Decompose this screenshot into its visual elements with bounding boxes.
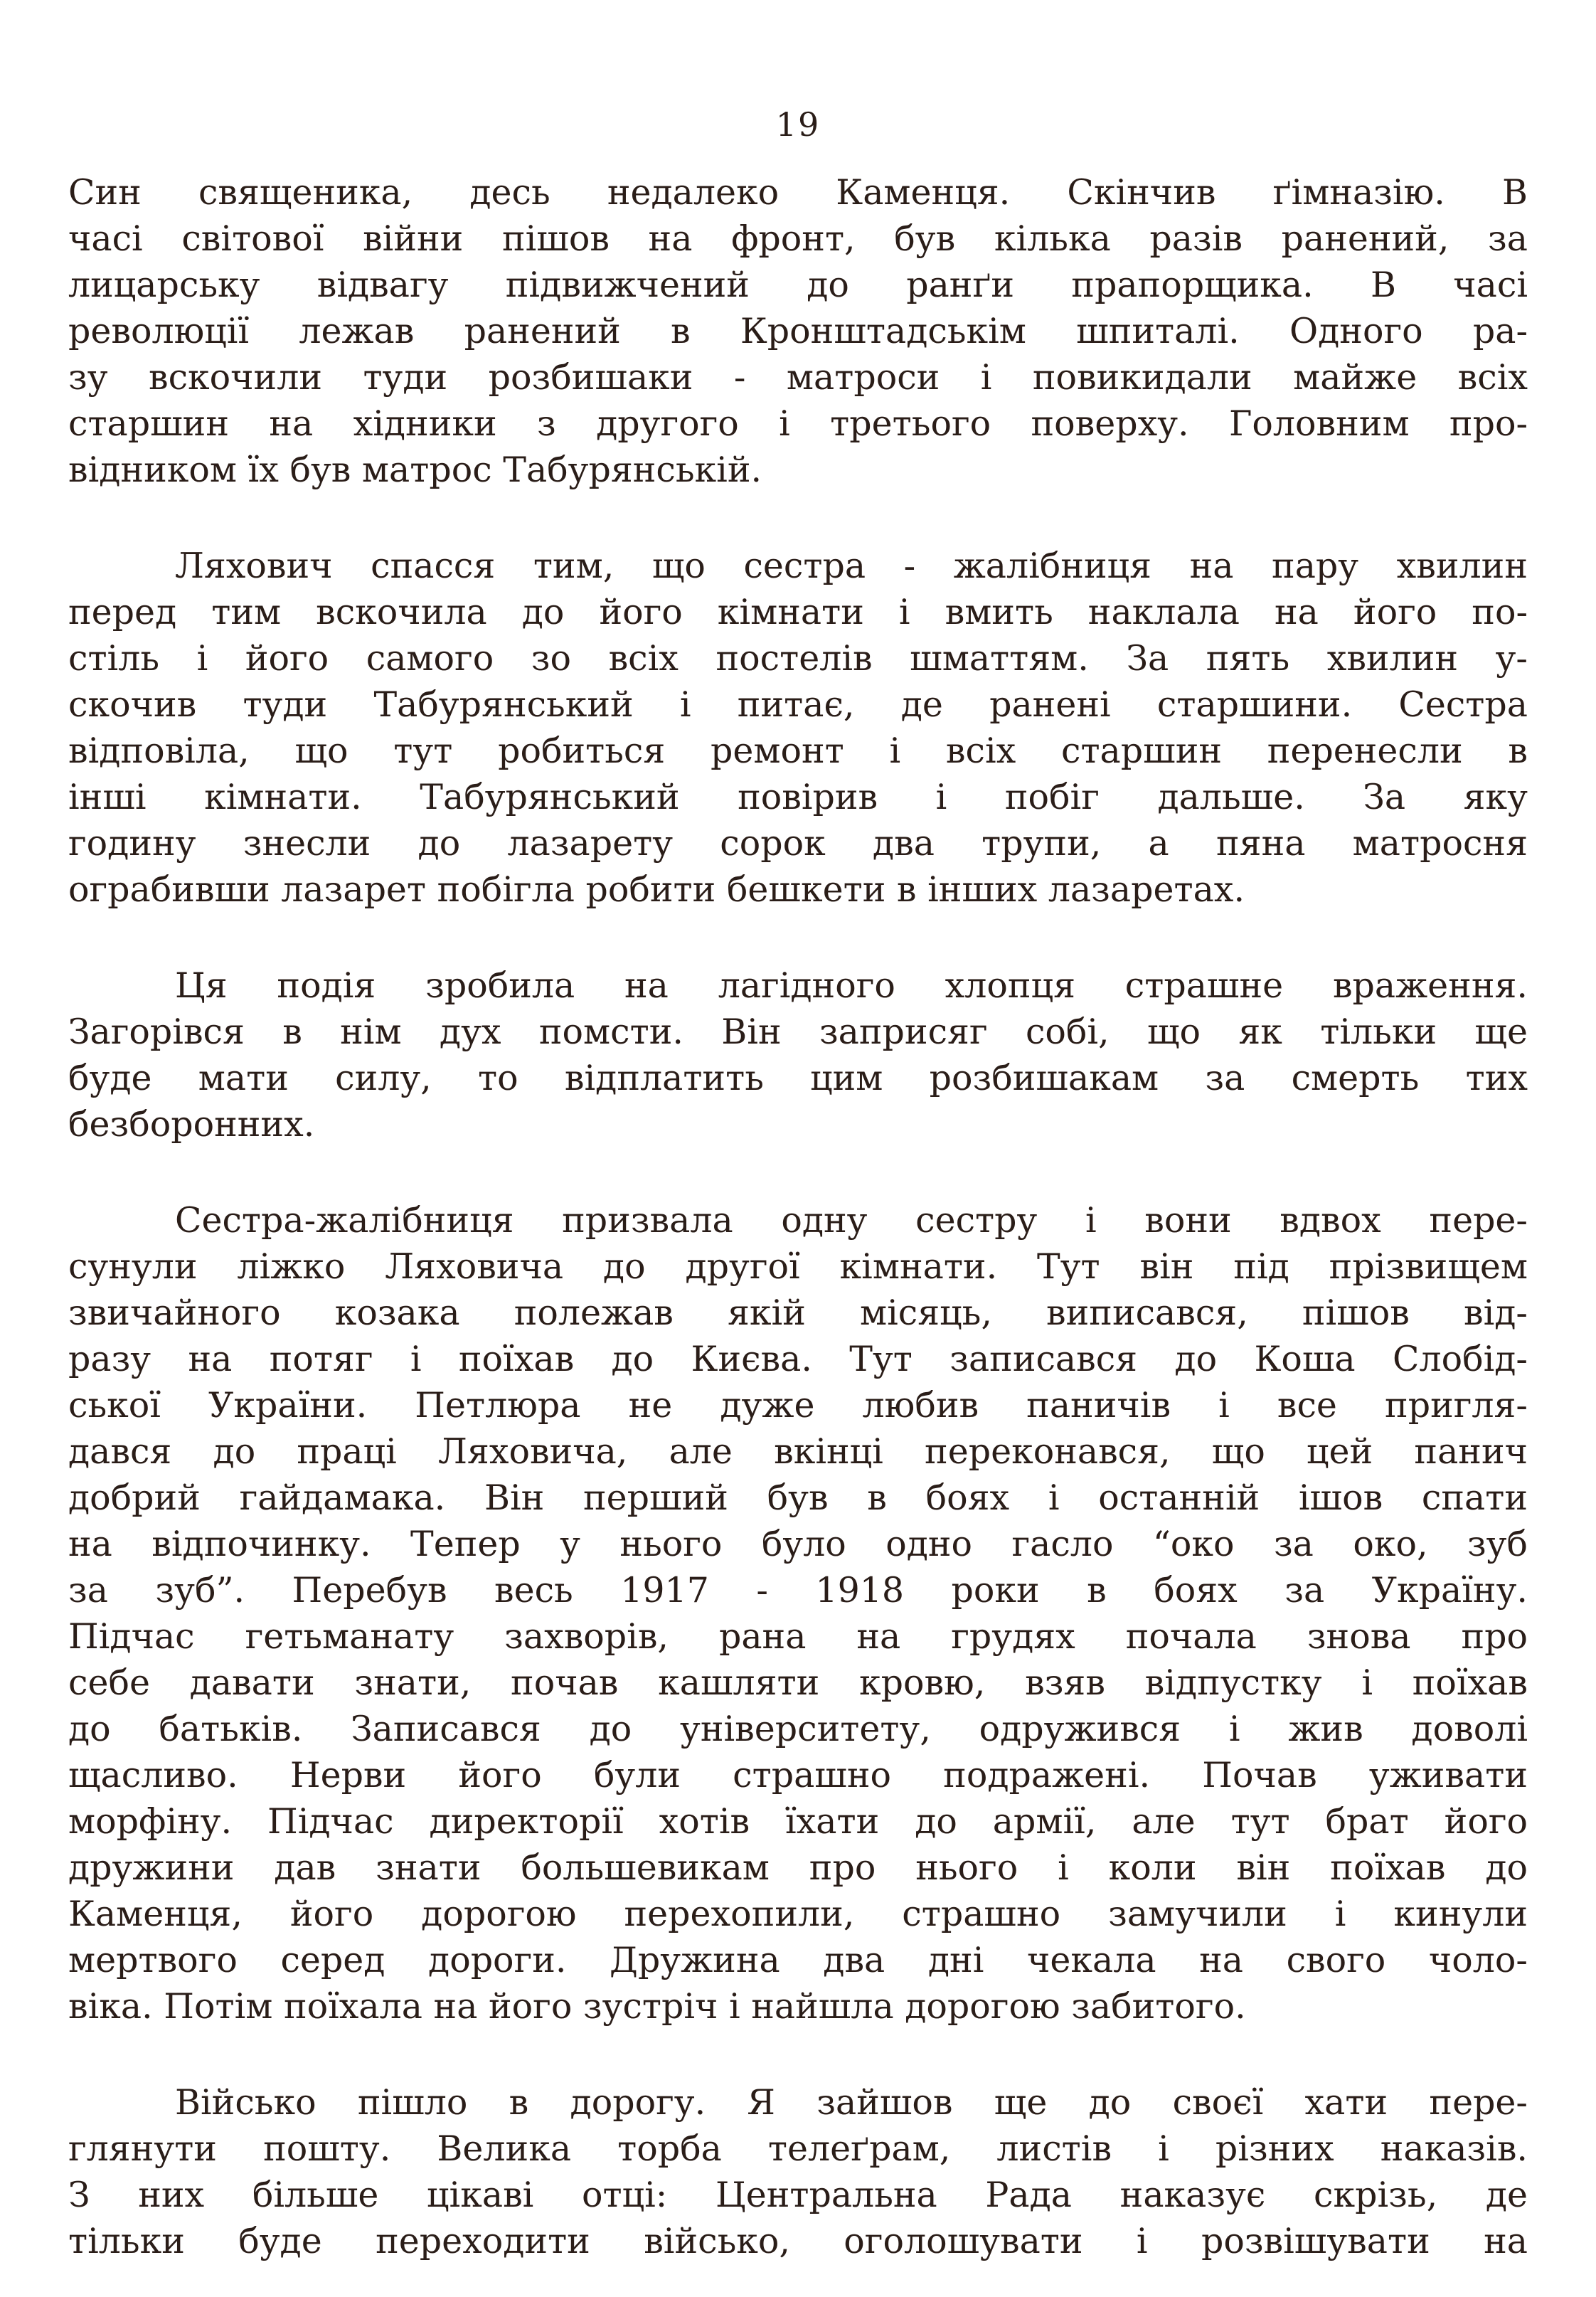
paragraph bbox=[68, 169, 1528, 493]
text-line: скочив туди Табурянський і питає, де ранені старшини. Сестра bbox=[68, 684, 1528, 725]
text-line: лицарську відвагу підвижчений до ранґи прапорщика. В часі bbox=[68, 265, 1528, 305]
paragraph bbox=[68, 1197, 1528, 2030]
text-line: віка. Потім поїхала на його зустріч і найшла дорогою забитого. bbox=[68, 1986, 1246, 2027]
text-line: мертвого серед дороги. Дружина два дні чекала на свого чоло- bbox=[68, 1940, 1528, 1980]
paragraph-gap bbox=[68, 1147, 1528, 1197]
text-line: інші кімнати. Табурянський повірив і побіг дальше. За яку bbox=[68, 777, 1528, 817]
text-line: ської України. Петлюра не дуже любив паничів і все пригля- bbox=[68, 1385, 1528, 1426]
text-line: на відпочинку. Тепер у нього було одно гасло “око за око, зуб bbox=[68, 1524, 1528, 1564]
text-line: за зуб”. Перебув весь 1917 - 1918 роки в боях за Україну. bbox=[68, 1570, 1528, 1611]
text-line: Син священика, десь недалеко Каменця. Скінчив ґімназію. В bbox=[68, 172, 1528, 213]
text-line: старшин на хідники з другого і третього поверху. Головним про- bbox=[68, 403, 1528, 444]
text-line: сунули ліжко Ляховича до другої кімнати. Тут він під прізвищем bbox=[68, 1246, 1528, 1287]
paragraph-gap bbox=[68, 913, 1528, 962]
paragraph bbox=[68, 962, 1528, 1147]
paragraph bbox=[68, 2079, 1528, 2264]
paragraph-gap bbox=[68, 2030, 1528, 2079]
text-line: Каменця, його дорогою перехопили, страшно замучили і кинули bbox=[68, 1894, 1528, 1934]
text-line: годину знесли до лазарету сорок два трупи, а пяна матросня bbox=[68, 823, 1528, 864]
text-line: дружини дав знати большевикам про нього і коли він поїхав до bbox=[68, 1847, 1528, 1888]
text-line: безборонних. bbox=[68, 1104, 315, 1145]
text-line: стіль і його самого зо всіх постелів шматтям. За пять хвилин у- bbox=[68, 638, 1528, 679]
text-line: Військо пішло в дорогу. Я зайшов ще до своєї хати пере- bbox=[175, 2082, 1528, 2123]
paragraph-gap bbox=[68, 493, 1528, 543]
document-body bbox=[68, 169, 1528, 2264]
text-line: відником їх був матрос Табурянській. bbox=[68, 450, 762, 490]
text-line: перед тим вскочила до його кімнати і вмить наклала на його по- bbox=[68, 592, 1528, 632]
text-line: разу на потяг і поїхав до Києва. Тут записався до Коша Слобід- bbox=[68, 1339, 1528, 1379]
text-line: дався до праці Ляховича, але вкінці переконався, що цей панич bbox=[68, 1431, 1528, 1472]
text-line: буде мати силу, то відплатить цим розбишакам за смерть тих bbox=[68, 1058, 1528, 1098]
text-line: Підчас гетьманату захворів, рана на грудях почала знова про bbox=[68, 1616, 1528, 1657]
text-line: до батьків. Записався до університету, одружився і жив доволі bbox=[68, 1709, 1528, 1749]
text-line: морфіну. Підчас директорії хотів їхати до армії, але тут брат його bbox=[68, 1801, 1528, 1842]
text-line: Загорівся в нім дух помсти. Він заприсяг собі, що як тільки ще bbox=[68, 1012, 1528, 1052]
text-line: щасливо. Нерви його були страшно подражені. Почав уживати bbox=[68, 1755, 1528, 1795]
page-number: 19 bbox=[775, 105, 821, 144]
text-line: революції лежав ранений в Кронштадськім шпиталі. Одного ра- bbox=[68, 311, 1528, 351]
paragraph bbox=[68, 543, 1528, 913]
text-line: себе давати знати, почав кашляти кровю, взяв відпустку і поїхав bbox=[68, 1662, 1528, 1703]
text-line: відповіла, що тут робиться ремонт і всіх старшин перенесли в bbox=[68, 731, 1528, 771]
text-line: Сестра-жалібниця призвала одну сестру і вони вдвох пере- bbox=[175, 1200, 1528, 1241]
text-line: тільки буде переходити військо, оголошувати і розвішувати на bbox=[68, 2221, 1528, 2261]
text-line: З них більше цікаві отці: Центральна Рада наказує скрізь, де bbox=[68, 2175, 1528, 2215]
text-line: ограбивши лазарет побігла робити бешкети в інших лазаретах. bbox=[68, 869, 1245, 910]
text-line: часі світової війни пішов на фронт, був кілька разів ранений, за bbox=[68, 218, 1528, 259]
text-line: Ляхович спасся тим, що сестра - жалібниця на пару хвилин bbox=[175, 546, 1528, 586]
text-line: звичайного козака полежав якій місяць, виписався, пішов від- bbox=[68, 1293, 1528, 1333]
text-line: Ця подія зробила на лагідного хлопця страшне враження. bbox=[175, 965, 1528, 1006]
text-line: зу вскочили туди розбишаки - матроси і повикидали майже всіх bbox=[68, 357, 1528, 398]
text-line: добрий гайдамака. Він перший був в боях і останній ішов спати bbox=[68, 1478, 1528, 1518]
text-line: глянути пошту. Велика торба телеґрам, листів і різних наказів. bbox=[68, 2128, 1528, 2169]
